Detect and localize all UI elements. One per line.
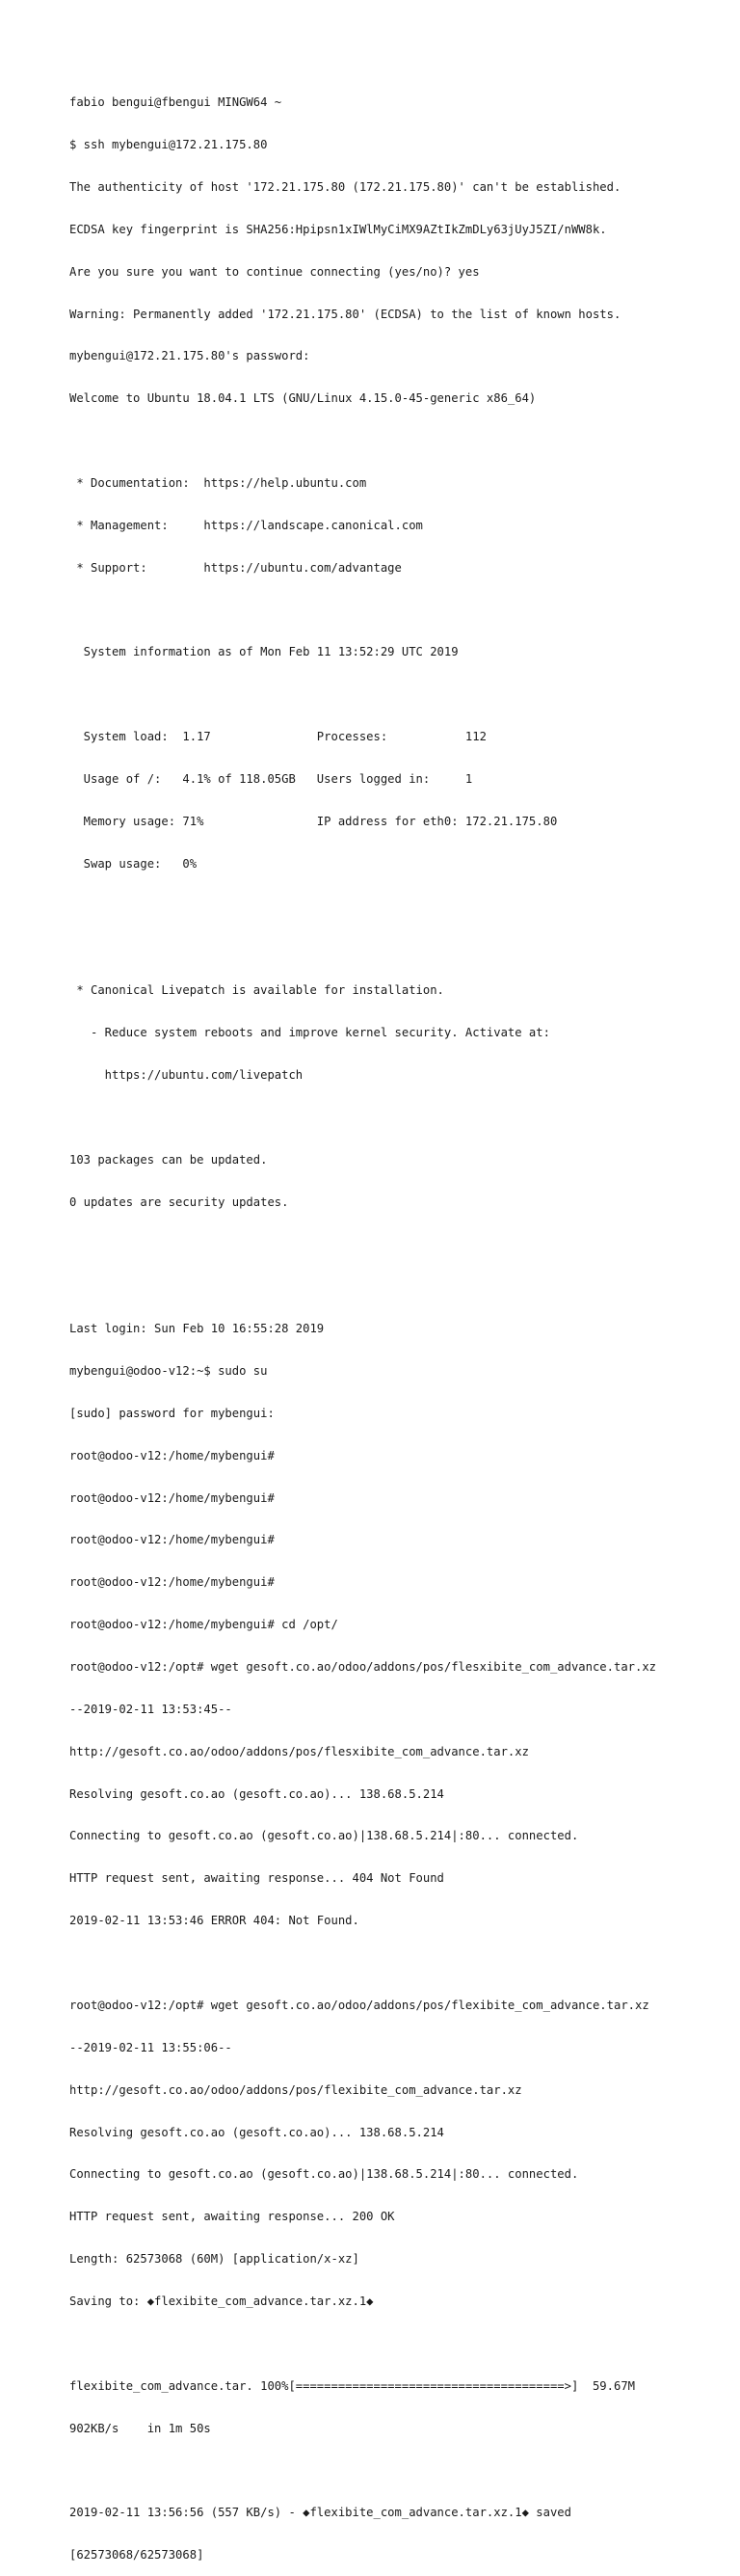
terminal-line: 0 updates are security updates. [69,1194,289,1209]
terminal-line: 2019-02-11 13:53:46 ERROR 404: Not Found. [69,1914,359,1928]
terminal-line: Are you sure you want to continue connecting (yes/no)? yes [69,264,480,279]
terminal-line: root@odoo-v12:/home/mybengui# [69,1533,275,1547]
terminal-line: root@odoo-v12:/home/mybengui# cd /opt/ [69,1618,338,1632]
terminal-line: * Support: https://ubuntu.com/advantage [69,560,402,575]
terminal-line [69,2463,734,2478]
terminal-line: HTTP request sent, awaiting response... 404 Not Found [69,1871,444,1886]
terminal-line: root@odoo-v12:/opt# wget gesoft.co.ao/odoo/addons/pos/flexibite_com_advance.tar.xz [69,1998,649,2012]
terminal-line: Connecting to gesoft.co.ao (gesoft.co.ao)|138.68.5.214|:80... connected. [69,2167,579,2182]
terminal-line: Memory usage: 71% IP address for eth0: 172.21.175.80 [69,814,558,828]
terminal-line: Warning: Permanently added '172.21.175.80' (ECDSA) to the list of known hosts. [69,307,621,321]
terminal-line: ECDSA key fingerprint is SHA256:Hpipsn1xIWlMyCiMX9AZtIkZmDLy63jUyJ5ZI/nWW8k. [69,222,607,236]
terminal-line: * Canonical Livepatch is available for installation. [69,983,444,998]
terminal-line [69,1237,734,1251]
terminal-line: root@odoo-v12:/home/mybengui# [69,1575,275,1590]
terminal-line [69,434,734,448]
terminal-line: 103 packages can be updated. [69,1152,268,1167]
terminal-line: mybengui@172.21.175.80's password: [69,349,310,363]
terminal-line: Length: 62573068 (60M) [application/x-xz] [69,2252,359,2267]
terminal-line: Saving to: ◆flexibite_com_advance.tar.xz.1◆ [69,2294,374,2308]
terminal-line [69,1279,734,1294]
terminal-line: * Documentation: https://help.ubuntu.com [69,475,367,490]
terminal-line: 902KB/s in 1m 50s [69,2421,211,2435]
terminal-line: System load: 1.17 Processes: 112 [69,730,487,744]
terminal-line [69,1111,734,1125]
terminal-line [69,2337,734,2351]
terminal-line: Usage of /: 4.1% of 118.05GB Users logged in: 1 [69,772,473,786]
terminal-line: mybengui@odoo-v12:~$ sudo su [69,1364,268,1379]
terminal-output[interactable] [69,67,734,2576]
terminal-line: --2019-02-11 13:55:06-- [69,2040,232,2054]
terminal-line: Connecting to gesoft.co.ao (gesoft.co.ao)|138.68.5.214|:80... connected. [69,1829,579,1843]
terminal-line: $ ssh mybengui@172.21.175.80 [69,138,268,152]
terminal-line: The authenticity of host '172.21.175.80 (172.21.175.80)' can't be established. [69,179,621,194]
terminal-line [69,941,734,955]
terminal-line: [62573068/62573068] [69,2548,204,2563]
terminal-line: flexibite_com_advance.tar. 100%[======================================>] 59.67M [69,2378,635,2393]
terminal-line [69,899,734,914]
terminal-line: Swap usage: 0% [69,856,198,871]
terminal-line: [sudo] password for mybengui: [69,1406,275,1420]
terminal-line [69,1956,734,1971]
terminal-line: - Reduce system reboots and improve kernel security. Activate at: [69,1026,550,1040]
terminal-line [69,604,734,618]
terminal-line: System information as of Mon Feb 11 13:52:29 UTC 2019 [69,645,459,659]
terminal-line: https://ubuntu.com/livepatch [69,1068,304,1083]
terminal-line [69,687,734,702]
terminal-line: Resolving gesoft.co.ao (gesoft.co.ao)... 138.68.5.214 [69,1786,444,1801]
terminal-line: root@odoo-v12:/opt# wget gesoft.co.ao/odoo/addons/pos/flesxibite_com_advance.tar.xz [69,1660,657,1675]
terminal-line: root@odoo-v12:/home/mybengui# [69,1448,275,1462]
terminal-line: root@odoo-v12:/home/mybengui# [69,1490,275,1505]
terminal-line: http://gesoft.co.ao/odoo/addons/pos/flesxibite_com_advance.tar.xz [69,1744,529,1758]
terminal-line: * Management: https://landscape.canonical.com [69,518,423,532]
terminal-line: http://gesoft.co.ao/odoo/addons/pos/flexibite_com_advance.tar.xz [69,2082,522,2097]
terminal-line: Last login: Sun Feb 10 16:55:28 2019 [69,1322,325,1336]
terminal-line: --2019-02-11 13:53:45-- [69,1702,232,1716]
terminal-line: HTTP request sent, awaiting response... 200 OK [69,2210,395,2224]
terminal-line: 2019-02-11 13:56:56 (557 KB/s) - ◆flexibite_com_advance.tar.xz.1◆ saved [69,2506,571,2520]
terminal-line: Welcome to Ubuntu 18.04.1 LTS (GNU/Linux 4.15.0-45-generic x86_64) [69,391,537,406]
terminal-line: fabio bengui@fbengui MINGW64 ~ [69,95,282,110]
terminal-line: Resolving gesoft.co.ao (gesoft.co.ao)... 138.68.5.214 [69,2125,444,2139]
